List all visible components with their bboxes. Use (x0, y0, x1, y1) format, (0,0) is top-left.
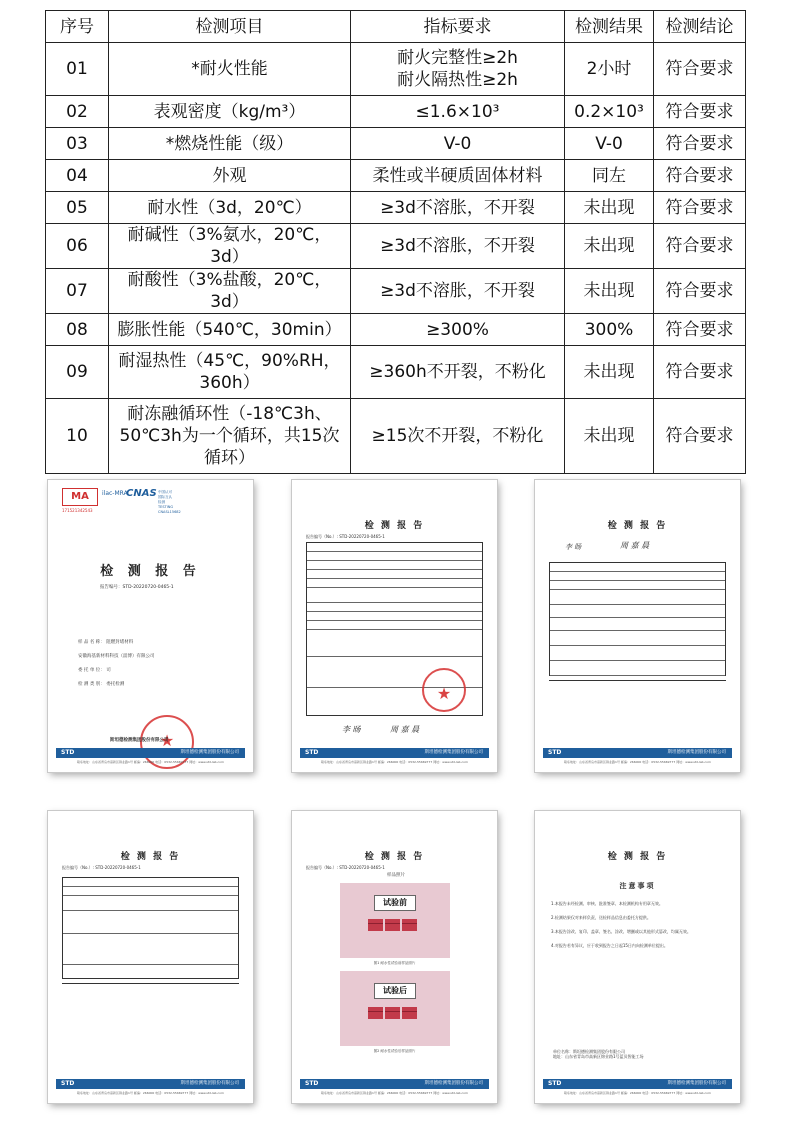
page-title: 检 测 报 告 (364, 852, 425, 862)
table-cell: 耐冻融循环性（-18℃3h、 50℃3h为一个循环，共15次 循环） (109, 399, 351, 474)
std-logo: STD (302, 748, 336, 758)
table-cell: 耐水性（3d，20℃） (109, 192, 351, 224)
page-title: 检 测 报 告 (120, 852, 181, 862)
official-seal (422, 668, 466, 712)
header-cell: 指标要求 (351, 11, 565, 43)
page-footer (56, 1079, 245, 1097)
footer-address: 联系地址：山东省青岛市高新区锦业路1号 邮编：266000 电话：0532-55669777 网址：www.std-lab.com (564, 1091, 711, 1095)
report-notice-page (535, 811, 740, 1103)
signature-a: 李 旸 (342, 725, 361, 734)
page-footer (543, 1079, 732, 1097)
table-cell: 01 (46, 43, 109, 96)
page-title: 检 测 报 告 (364, 521, 425, 531)
footer-org: 斯坦德检测集团股份有限公司 (300, 748, 489, 758)
page-report-no: 报告编号（No.）: STD-20220720-0465-1 (306, 865, 385, 870)
page-footer (56, 748, 245, 766)
table-cell: 03 (46, 128, 109, 160)
table-cell: 耐火完整性≥2h 耐火隔热性≥2h (351, 43, 565, 96)
table-cell: 膨胀性能（540℃，30min） (109, 314, 351, 346)
table-cell: 符合要求 (654, 96, 746, 128)
table-cell: *耐火性能 (109, 43, 351, 96)
table-cell: 2小时 (565, 43, 654, 96)
footer-org: 斯坦德检测集团股份有限公司 (543, 748, 732, 758)
table-cell: 02 (46, 96, 109, 128)
table-cell: ≥3d不溶胀，不开裂 (351, 224, 565, 269)
page-title: 检 测 报 告 (607, 852, 668, 862)
signature-b: 周 嘉 晨 (620, 541, 650, 550)
footer-address: 联系地址：山东省青岛市高新区锦业路1号 邮编：266000 电话：0532-55669777 网址：www.std-lab.com (564, 760, 711, 764)
photo-after (340, 971, 450, 1046)
table-row (46, 96, 746, 128)
notice-title: 注意事项 (619, 881, 656, 890)
results-grid (549, 562, 726, 676)
table-cell: 柔性或半硬质固体材料 (351, 160, 565, 192)
std-logo: STD (545, 1079, 579, 1089)
photo-caption-2: 图2 耐水性试验后样品照片 (373, 1049, 416, 1053)
table-cell: 表观密度（kg/m³） (109, 96, 351, 128)
notice-item: 2.检测结果仅对来样负责，送检样品信息由委托方提供。 (551, 915, 651, 920)
table-cell: 09 (46, 346, 109, 399)
table-cell: 同左 (565, 160, 654, 192)
std-logo: STD (58, 1079, 92, 1089)
table-cell: 符合要求 (654, 346, 746, 399)
table-cell: 0.2×10³ (565, 96, 654, 128)
cover-org: 斯坦德检测集团股份有限公司 (110, 738, 169, 743)
cover-field: 样 品 名 称： 阻燃封堵材料 (78, 640, 134, 645)
table-cell: 未出现 (565, 346, 654, 399)
table-cell: 符合要求 (654, 43, 746, 96)
photo-section-title: 样品照片 (387, 873, 405, 878)
header-cell: 序号 (46, 11, 109, 43)
cover-field: 委 托 单 位： 司 (78, 668, 111, 673)
table-cell: 耐酸性（3%盐酸，20℃，3d） (109, 269, 351, 314)
table-row (46, 346, 746, 399)
footer-org: 斯坦德检测集团股份有限公司 (300, 1079, 489, 1089)
cma-logo: MA (62, 488, 98, 506)
footer-org: 斯坦德检测集团股份有限公司 (56, 748, 245, 758)
spec-table-head (46, 11, 746, 43)
table-cell: 06 (46, 224, 109, 269)
table-row (46, 314, 746, 346)
footer-org: 斯坦德检测集团股份有限公司 (543, 1079, 732, 1089)
report-cover-page (48, 480, 253, 772)
table-cell: 未出现 (565, 399, 654, 474)
cnas-logo: CNAS (126, 488, 157, 499)
page-footer (300, 748, 489, 766)
table-row (46, 160, 746, 192)
table-cell: ≥300% (351, 314, 565, 346)
table-cell: ≥3d不溶胀，不开裂 (351, 269, 565, 314)
table-cell: 外观 (109, 160, 351, 192)
table-cell: 08 (46, 314, 109, 346)
table-cell: 符合要求 (654, 224, 746, 269)
table-cell: ≤1.6×10³ (351, 96, 565, 128)
std-logo: STD (58, 748, 92, 758)
ilac-logo: ilac-MRA (102, 490, 128, 497)
footer-address: 联系地址：山东省青岛市高新区锦业路1号 邮编：266000 电话：0532-55669777 网址：www.std-lab.com (77, 760, 224, 764)
table-cell: *燃烧性能（级） (109, 128, 351, 160)
report-photo-page (292, 811, 497, 1103)
table-cell: 符合要求 (654, 128, 746, 160)
table-cell: 耐湿热性（45℃，90%RH， 360h） (109, 346, 351, 399)
photo-before-label: 试验前 (374, 895, 416, 911)
photo-caption-1: 图1 耐水性试验前样品照片 (373, 961, 416, 965)
notice-item: 1.本报告未经检测、审核、批准签章、本检测机构专用章无效。 (551, 901, 663, 906)
cma-number: 171521342543 (62, 508, 93, 513)
notice-item: 3.本报告涂改、复印、盖章、签名、涂改、增删或以其他形式篡改，均属无效。 (551, 929, 691, 934)
std-logo: STD (545, 748, 579, 758)
footer-address: 联系地址：山东省青岛市高新区锦业路1号 邮编：266000 电话：0532-55669777 网址：www.std-lab.com (77, 1091, 224, 1095)
header-cell: 检测结论 (654, 11, 746, 43)
cover-report-no: 报告编号：STD-20220720-0465-1 (100, 585, 174, 590)
table-cell: 未出现 (565, 224, 654, 269)
table-cell: 05 (46, 192, 109, 224)
footer-address: 联系地址：山东省青岛市高新区锦业路1号 邮编：266000 电话：0532-55669777 网址：www.std-lab.com (321, 1091, 468, 1095)
table-cell: V-0 (351, 128, 565, 160)
table-cell: 10 (46, 399, 109, 474)
table-cell: 符合要求 (654, 314, 746, 346)
report-results-page-2 (48, 811, 253, 1103)
signature-a: 李 旸 (565, 543, 582, 551)
table-row (46, 224, 746, 269)
table-row (46, 128, 746, 160)
table-cell: 未出现 (565, 269, 654, 314)
table-cell: 07 (46, 269, 109, 314)
report-info-page (292, 480, 497, 772)
cover-field: 检 测 类 别： 委托检测 (78, 682, 125, 687)
cover-field: 安徽海基新材料科技（淄博）有限公司 (78, 654, 155, 659)
header-cell: 检测结果 (565, 11, 654, 43)
cnas-number: 中国认可 国际互认 检测 TESTING CNASL15682 (158, 490, 181, 514)
notice-item: 4.对报告若有异议，应于收到报告之日起15日内向检测单位提出。 (551, 943, 668, 948)
table-cell: ≥3d不溶胀，不开裂 (351, 192, 565, 224)
table-cell: 04 (46, 160, 109, 192)
table-cell: ≥360h不开裂，不粉化 (351, 346, 565, 399)
page-report-no: 报告编号（No.）: STD-20220720-0465-1 (306, 534, 385, 539)
report-results-page (535, 480, 740, 772)
page-title: 检 测 报 告 (607, 521, 668, 531)
cover-title: 检 测 报 告 (100, 564, 201, 579)
table-row (46, 192, 746, 224)
table-cell: 300% (565, 314, 654, 346)
table-cell: 符合要求 (654, 269, 746, 314)
notice-footer: 单位名称：斯坦德检测集团股份有限公司 地址：山东省青岛市高新区锦业路1号蓝贝智能工场 (553, 1049, 644, 1059)
results-grid (62, 877, 239, 979)
std-logo: STD (302, 1079, 336, 1089)
spec-table-body (46, 43, 746, 474)
page-report-no: 报告编号（No.）: STD-20220720-0465-1 (62, 865, 141, 870)
photo-after-label: 试验后 (374, 983, 416, 999)
table-cell: 耐碱性（3%氨水，20℃，3d） (109, 224, 351, 269)
table-cell: 符合要求 (654, 192, 746, 224)
table-cell: ≥15次不开裂，不粉化 (351, 399, 565, 474)
page-footer (300, 1079, 489, 1097)
page-footer (543, 748, 732, 766)
table-row (46, 399, 746, 474)
table-cell: V-0 (565, 128, 654, 160)
signature-b: 周 嘉 晨 (390, 725, 420, 734)
table-cell: 符合要求 (654, 160, 746, 192)
header-cell: 检测项目 (109, 11, 351, 43)
table-cell: 未出现 (565, 192, 654, 224)
photo-before (340, 883, 450, 958)
footer-org: 斯坦德检测集团股份有限公司 (56, 1079, 245, 1089)
table-row (46, 269, 746, 314)
table-row (46, 43, 746, 96)
header-row (46, 11, 746, 43)
footer-address: 联系地址：山东省青岛市高新区锦业路1号 邮编：266000 电话：0532-55669777 网址：www.std-lab.com (321, 760, 468, 764)
spec-table (45, 10, 746, 474)
table-cell: 符合要求 (654, 399, 746, 474)
